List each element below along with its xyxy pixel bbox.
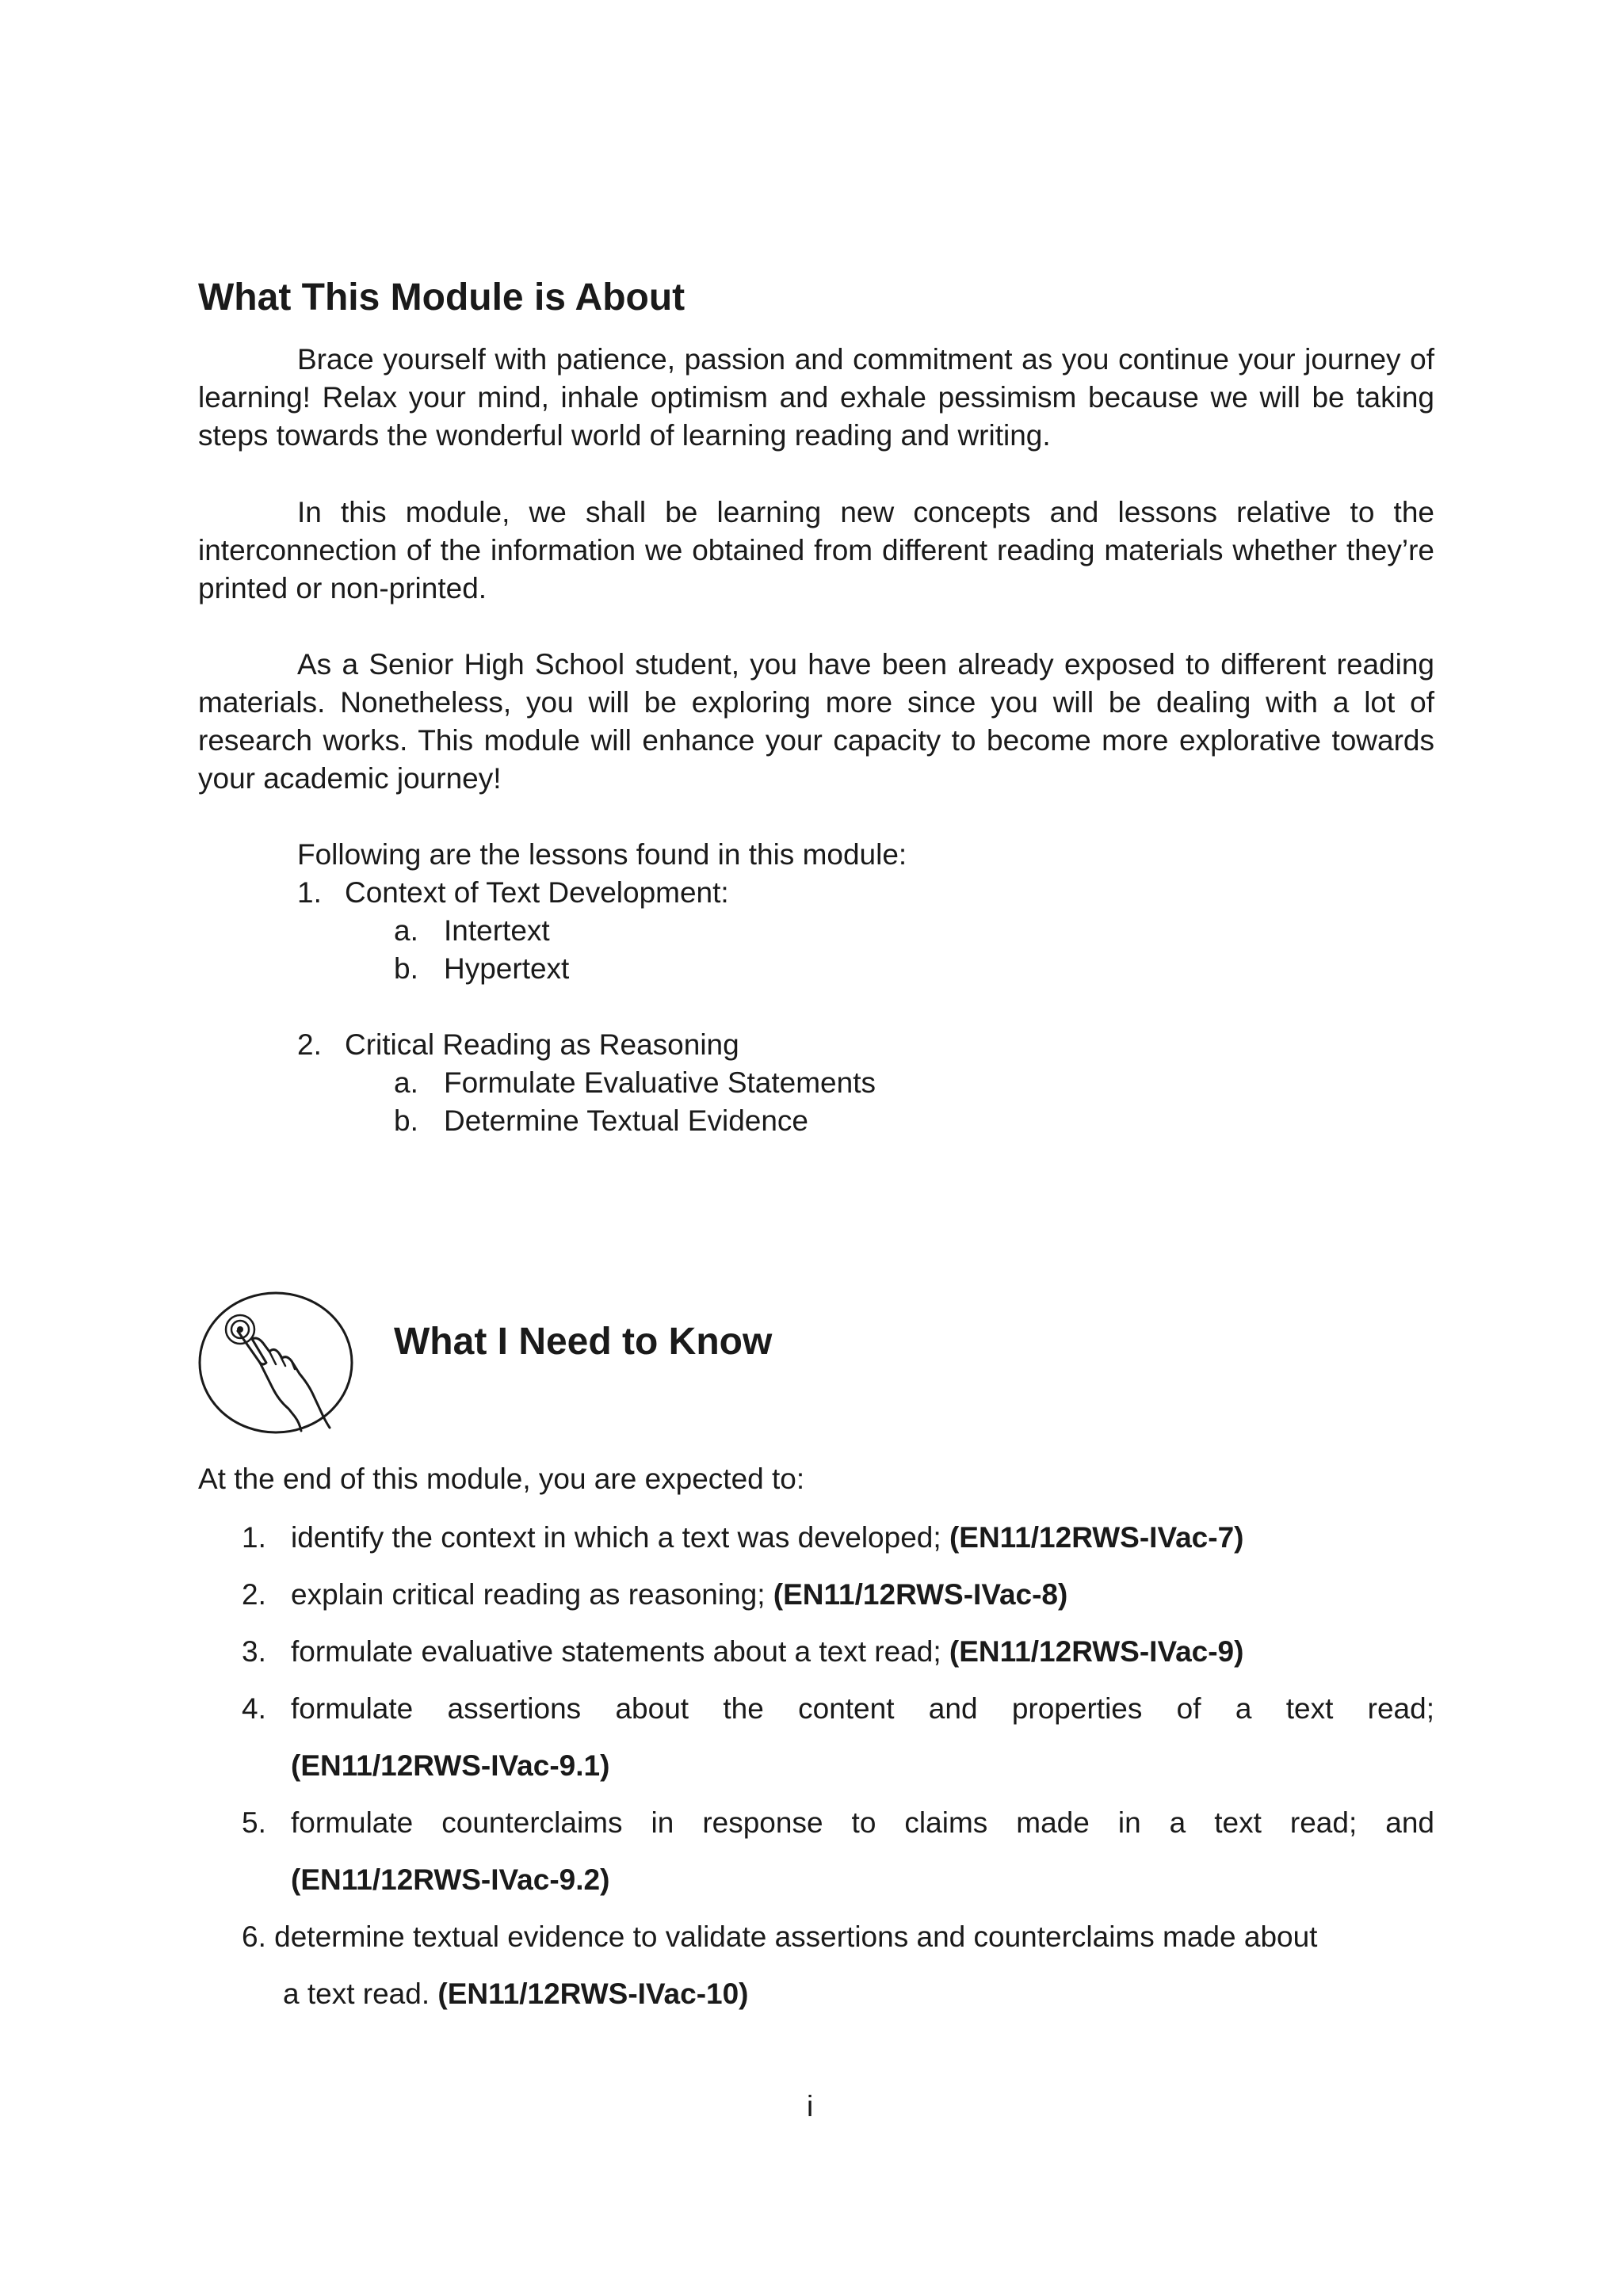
objective-text: determine textual evidence to validate assertions and counterclaims made about (274, 1920, 1318, 1953)
lesson-subitem (394, 916, 550, 945)
objective-text: explain critical reading as reasoning; (291, 1578, 773, 1611)
subitem-text: Intertext (444, 914, 550, 947)
tap-hand-icon (197, 1290, 355, 1436)
objective-text: formulate assertions about the content and properties of a text read; (291, 1692, 1434, 1725)
subitem-text: Hypertext (444, 952, 570, 985)
objective-number: 2. (242, 1578, 266, 1611)
competency-code: (EN11/12RWS-IVac-9.2) (291, 1863, 610, 1896)
objective-text-continued: a text read. (283, 1978, 438, 2010)
section-title-module-about: What This Module is About (198, 277, 685, 318)
objective-number: 4. (242, 1692, 266, 1725)
subitem-letter: b. (394, 952, 418, 985)
paragraph-senior-high: As a Senior High School student, you have been already exposed to different reading materials. Nonetheless, you will be exploring more since you will be dealing with a lot of research works. This module will enhance your capacity to become more explorative towards your academic journey! (198, 648, 1434, 795)
lesson-subitem (394, 1068, 876, 1097)
lesson-item (297, 1030, 739, 1059)
objective-text: formulate evaluative statements about a text read; (291, 1635, 949, 1668)
objective-item (242, 1808, 1434, 1837)
competency-code: (EN11/12RWS-IVac-9) (949, 1635, 1244, 1668)
objective-text: identify the context in which a text was developed; (291, 1521, 949, 1554)
lesson-number: 2. (297, 1028, 322, 1061)
competency-code: (EN11/12RWS-IVac-9.1) (291, 1749, 610, 1782)
objective-text: formulate counterclaims in response to claims made in a text read; and (291, 1806, 1434, 1839)
lesson-number: 1. (297, 876, 322, 909)
lesson-item (297, 878, 729, 907)
lesson-title: Context of Text Development: (345, 876, 729, 909)
subitem-letter: b. (394, 1104, 418, 1137)
objectives-intro: At the end of this module, you are expected to: (198, 1463, 805, 1495)
section-title-need-to-know: What I Need to Know (394, 1321, 773, 1363)
lesson-subitem (394, 1106, 808, 1135)
lesson-subitem (394, 954, 569, 983)
objective-item (242, 1694, 1434, 1723)
paragraph-intro: Brace yourself with patience, passion and commitment as you continue your journey of learning! Relax your mind, inhale optimism and exhale pessimism because we will be taking steps towards the wonderful world of learning reading and writing. (198, 343, 1434, 452)
competency-code: (EN11/12RWS-IVac-10) (437, 1978, 749, 2010)
page-number: i (807, 2090, 814, 2122)
subitem-letter: a. (394, 1066, 418, 1099)
subitem-text: Determine Textual Evidence (444, 1104, 809, 1137)
subitem-letter: a. (394, 914, 418, 947)
paragraph-interconnection: In this module, we shall be learning new concepts and lessons relative to the interconnection of the information we obtained from different reading materials whether they’re printed or non-printed. (198, 496, 1434, 605)
objective-number: 5. (242, 1806, 266, 1839)
objective-number: 3. (242, 1635, 266, 1668)
objective-code-line (283, 1979, 749, 2008)
objective-code-line (291, 1865, 609, 1894)
objective-item (242, 1637, 1243, 1666)
objective-code-line (291, 1751, 609, 1780)
objective-item (242, 1523, 1243, 1552)
lesson-title: Critical Reading as Reasoning (345, 1028, 739, 1061)
competency-code: (EN11/12RWS-IVac-7) (949, 1521, 1244, 1554)
subitem-text: Formulate Evaluative Statements (444, 1066, 876, 1099)
objective-number: 6. (242, 1920, 266, 1953)
objective-item (242, 1922, 1317, 1951)
objective-item (242, 1580, 1067, 1609)
objective-number: 1. (242, 1521, 266, 1554)
competency-code: (EN11/12RWS-IVac-8) (773, 1578, 1068, 1611)
lessons-intro: Following are the lessons found in this module: (297, 838, 907, 871)
